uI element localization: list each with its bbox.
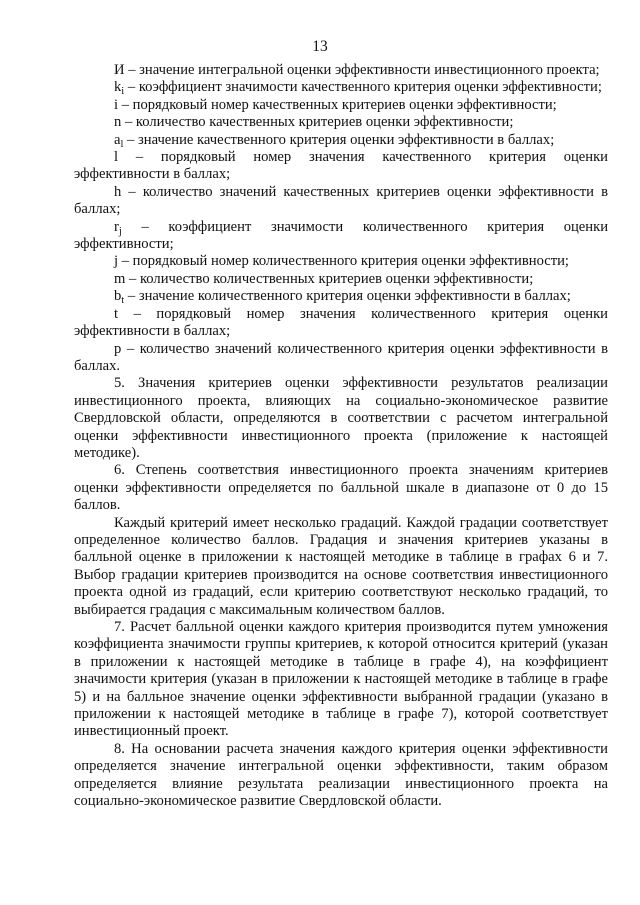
definition-j: j – порядковый номер количественного критерия оценки эффективности; — [114, 253, 569, 270]
page-number: 13 — [312, 38, 328, 55]
definition-integral-score: И – значение интегральной оценки эффективности инвестиционного проекта; — [114, 62, 600, 78]
paragraph-7: 7. Расчет балльной оценки каждого критерия производится путем умножения коэффициента значимости группы критериев, к которой относится критерий (указан в приложении к настоящей методике в таблице в графе 4), на коэффициент значимости критерия (указан в приложении к настоящей методике в таблице в графе 5) и на балльное значение оценки эффективности выбранной градации (указано в приложении к настоящей методике в таблице в графе 7), которой соответствует инвестиционный проект. — [74, 619, 608, 740]
definition-bt: $b_t$ – значение количественного критерия оценки эффективности в баллах; — [114, 288, 571, 307]
definition-rj: $r_j$ – коэффициент значимости количественного критерия оценки эффективности; — [74, 218, 608, 253]
paragraph-6: 6. Степень соответствия инвестиционного проекта значениям критериев оценки эффективности определяется по балльной шкале в диапазоне от 0 до 15 баллов. — [74, 462, 608, 514]
definition-t: t – порядковый номер значения количественного критерия оценки эффективности в баллах; — [74, 305, 608, 340]
definition-p: p – количество значений количественного критерия оценки эффективности в баллах. — [74, 340, 608, 374]
definition-al: $a_l$ – значение качественного критерия оценки эффективности в баллах; — [114, 131, 555, 150]
definition-ki: $k_i$ – коэффициент значимости качественного критерия оценки эффективности; — [114, 79, 602, 98]
paragraph-5: 5. Значения критериев оценки эффективности результатов реализации инвестиционного проекта, влияющих на социально-экономическое развитие Свердловской области, определяются в соответствии с расчетом интегральной оценки эффективности инвестиционного проекта (приложение к настоящей методике). — [74, 375, 608, 461]
definition-n: n – количество качественных критериев оценки эффективности; — [114, 114, 514, 131]
definition-h: h – количество значений качественных критериев оценки эффективности в баллах; — [74, 183, 608, 218]
document-body — [74, 62, 608, 810]
definition-i: i – порядковый номер качественных критериев оценки эффективности; — [114, 96, 557, 113]
paragraph-gradations: Каждый критерий имеет несколько градаций. Каждой градации соответствует определенное количество баллов. Градация и значения критериев указаны в балльной оценке в приложении к настоящей методике в таблице в графах 6 и 7. Выбор градации критериев производится на основе соответствия инвестиционного проекта одной из градаций, если критерию соответствуют несколько градаций, то выбирается градация с максимальным количеством баллов. — [74, 514, 608, 618]
definition-l: l – порядковый номер значения качественного критерия оценки эффективности в баллах; — [74, 149, 608, 183]
paragraph-8: 8. На основании расчета значения каждого критерия оценки эффективности определяется значение интегральной оценки эффективности, таким образом определяется влияние результата реализации инвестиционного проекта на социально-экономическое развитие Свердловской области. — [74, 740, 608, 810]
definition-m: m – количество количественных критериев оценки эффективности; — [114, 270, 534, 287]
